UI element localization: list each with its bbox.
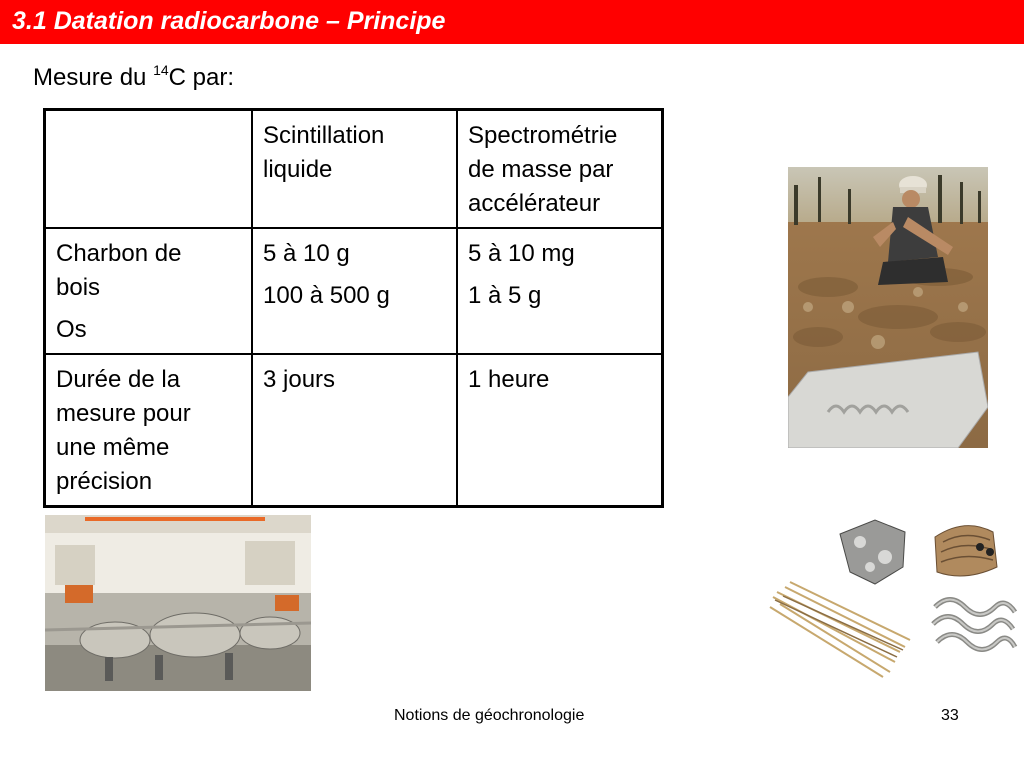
table-corner-cell — [45, 110, 253, 229]
title-bar — [0, 0, 1024, 44]
cell-text: 100 à 500 g — [263, 282, 390, 309]
intro-suffix: C par: — [168, 64, 234, 91]
header-text: Spectrométrie — [468, 122, 618, 149]
footer-title: Notions de géochronologie — [394, 707, 585, 724]
header-cell-ams — [457, 110, 663, 229]
cell-scintillation-amount — [252, 228, 457, 354]
isotope-superscript: 14 — [153, 62, 169, 78]
header-text: liquide — [263, 156, 333, 183]
row-label-text: Durée de la — [56, 366, 181, 393]
cell-ams-duration — [457, 354, 663, 507]
row-label-sample — [45, 228, 253, 354]
cell-text: 5 à 10 mg — [468, 240, 575, 267]
table-header-row — [45, 110, 663, 229]
intro-prefix: Mesure du — [33, 64, 154, 91]
cell-text: 5 à 10 g — [263, 240, 350, 267]
header-cell-scintillation — [252, 110, 457, 229]
row-label-duration — [45, 354, 253, 507]
row-label-text: bois — [56, 274, 101, 301]
field-photo — [788, 167, 988, 448]
comparison-table — [43, 108, 664, 508]
header-text: Scintillation — [263, 122, 385, 149]
header-text: de masse par — [468, 156, 614, 183]
row-label-text: Charbon de — [56, 240, 182, 267]
row-label-text: Os — [56, 316, 87, 343]
samples-photo — [765, 512, 1024, 682]
cell-scintillation-duration — [252, 354, 457, 507]
cell-text: 1 à 5 g — [468, 282, 542, 309]
row-label-text: précision — [56, 468, 153, 495]
cell-text: 3 jours — [263, 366, 336, 393]
header-text: accélérateur — [468, 190, 601, 217]
cell-text: 1 heure — [468, 366, 550, 393]
lab-photo — [45, 515, 311, 691]
slide-title: 3.1 Datation radiocarbone – Principe — [12, 7, 446, 35]
row-label-text: mesure pour — [56, 400, 191, 427]
page-number: 33 — [941, 707, 959, 724]
row-label-text: une même — [56, 434, 170, 461]
intro-text — [33, 62, 234, 92]
table-row — [45, 354, 663, 507]
cell-ams-amount — [457, 228, 663, 354]
table-row — [45, 228, 663, 354]
